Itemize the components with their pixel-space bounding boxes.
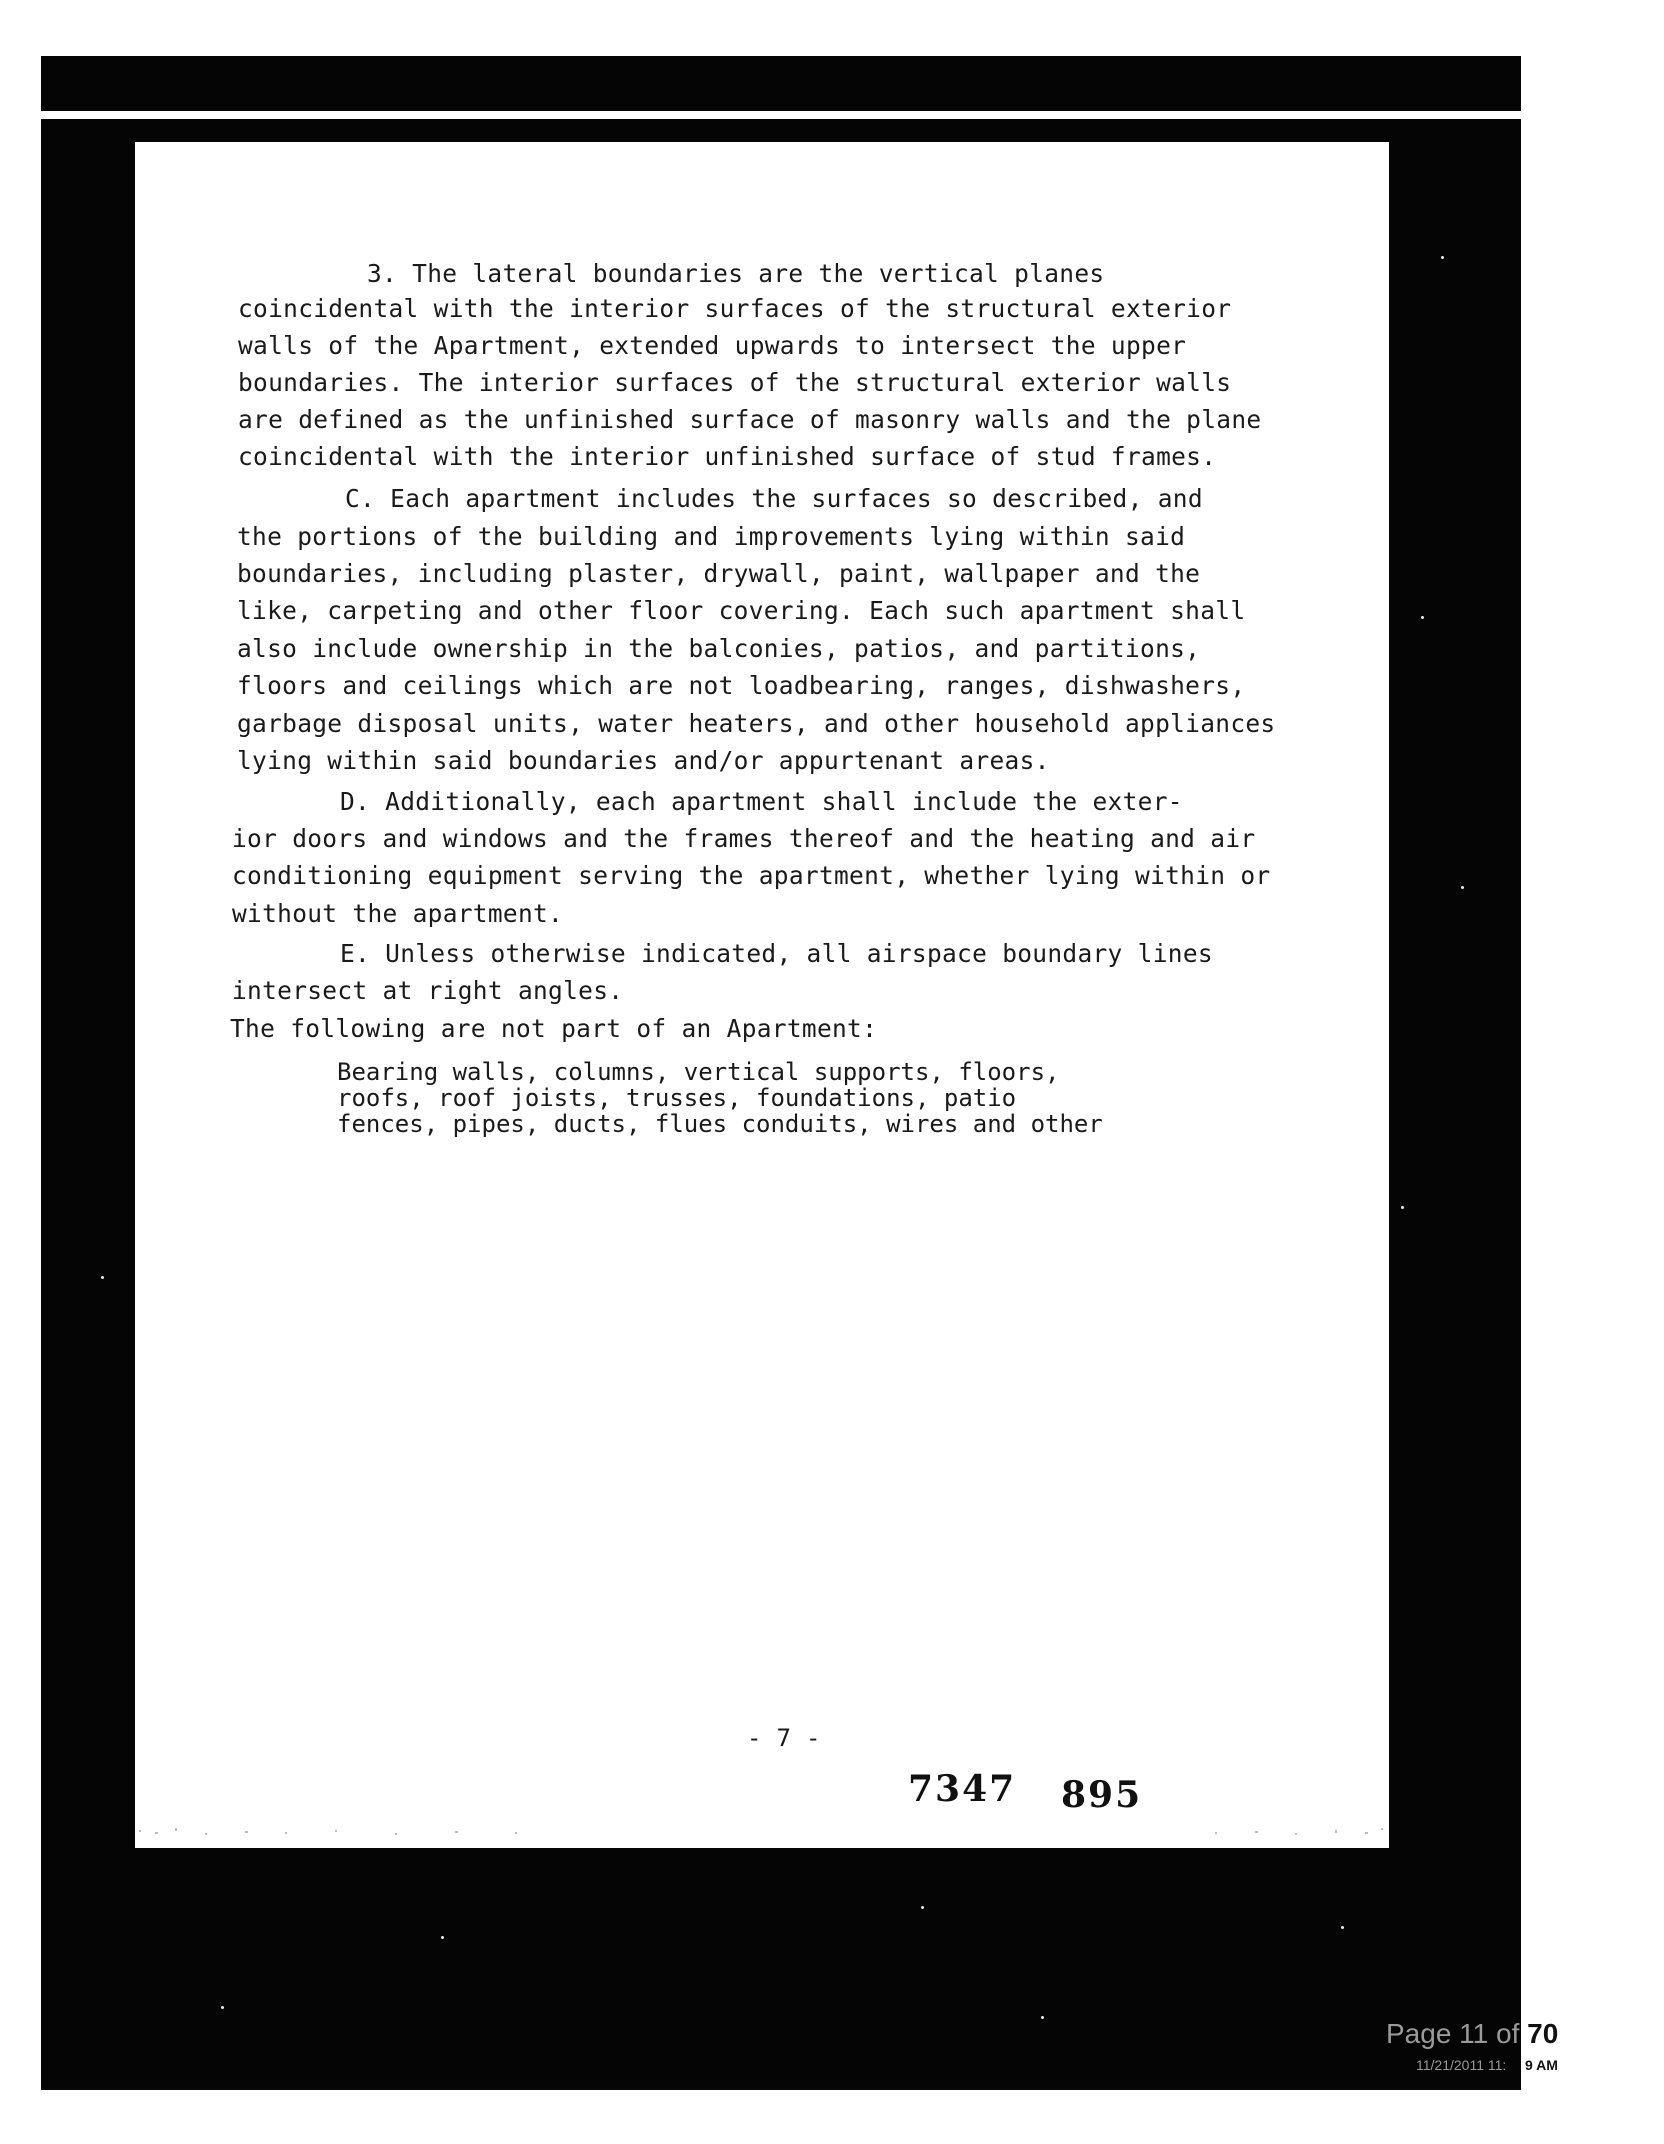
scan-speck (1461, 886, 1464, 889)
scan-speck (441, 1936, 444, 1939)
paragraph-c-line-3: boundaries, including plaster, drywall, paint, wallpaper and the (237, 559, 1201, 588)
scanned-page-frame (41, 56, 1521, 2090)
document-page (135, 142, 1389, 1848)
print-timestamp-tail: 9 AM (1525, 2057, 1558, 2073)
exclusions-line-1: Bearing walls, columns, vertical supports, floors, (337, 1058, 1060, 1086)
page-counter-total: 70 (1527, 2018, 1559, 2049)
paragraph-c-line-6: floors and ceilings which are not loadbearing, ranges, dishwashers, (237, 671, 1246, 700)
paragraph-3-line-1: 3. The lateral boundaries are the vertical planes (367, 259, 1105, 288)
scan-speck (1421, 616, 1424, 619)
scan-speck (1441, 256, 1444, 259)
page-counter-label: Page 11 of (1386, 2018, 1520, 2049)
paragraph-c-line-4: like, carpeting and other floor covering. Each such apartment shall (237, 596, 1246, 625)
paragraph-3-line-2: coincidental with the interior surfaces of the structural exterior (238, 294, 1232, 323)
paragraph-e-line-1: E. Unless otherwise indicated, all airspace boundary lines (340, 939, 1213, 968)
paragraph-3-line-5: are defined as the unfinished surface of masonry walls and the plane (238, 405, 1262, 434)
print-timestamp: 11/21/2011 11: (1416, 2057, 1507, 2073)
scan-speck (1401, 1206, 1404, 1209)
paragraph-3-line-4: boundaries. The interior surfaces of the structural exterior walls (238, 368, 1232, 397)
paragraph-c-line-7: garbage disposal units, water heaters, and other household appliances (237, 709, 1276, 738)
paragraph-d-line-2: ior doors and windows and the frames thereof and the heating and air (232, 824, 1256, 853)
paragraph-d-line-3: conditioning equipment serving the apartment, whether lying within or (232, 861, 1271, 890)
paragraph-e-line-2: intersect at right angles. (232, 976, 624, 1005)
page-counter (1386, 2018, 1558, 2050)
paragraph-c-line-5: also include ownership in the balconies, patios, and partitions, (237, 634, 1201, 663)
print-timestamp-tail-area (1521, 2052, 1573, 2078)
stamp-page-number: 895 (1061, 1774, 1143, 1816)
paragraph-c-line-1: C. Each apartment includes the surfaces so described, and (345, 484, 1203, 513)
scan-speck (1341, 1926, 1344, 1929)
paragraph-c-line-2: the portions of the building and improvements lying within said (237, 522, 1186, 551)
page-number: - 7 - (747, 1724, 821, 1752)
scan-top-edge (41, 111, 1521, 119)
scan-speck (1041, 2016, 1044, 2019)
paragraph-d-line-1: D. Additionally, each apartment shall include the exter- (340, 787, 1183, 816)
paragraph-3-line-6: coincidental with the interior unfinished surface of stud frames. (238, 442, 1217, 471)
paragraph-c-line-8: lying within said boundaries and/or appurtenant areas. (237, 746, 1050, 775)
exclusions-line-2: roofs, roof joists, trusses, foundations, patio (337, 1084, 1017, 1112)
paragraph-3-line-3: walls of the Apartment, extended upwards to intersect the upper (238, 331, 1187, 360)
stamp-book-number: 7347 (908, 1768, 1017, 1810)
scan-speck (101, 1276, 104, 1279)
scan-noise-bottom (135, 1802, 1389, 1842)
scan-speck (921, 1906, 924, 1909)
exclusions-heading: The following are not part of an Apartment: (230, 1014, 878, 1043)
exclusions-line-3: fences, pipes, ducts, flues conduits, wires and other (337, 1110, 1103, 1138)
scan-speck (221, 2006, 224, 2009)
paragraph-d-line-4: without the apartment. (232, 899, 564, 928)
